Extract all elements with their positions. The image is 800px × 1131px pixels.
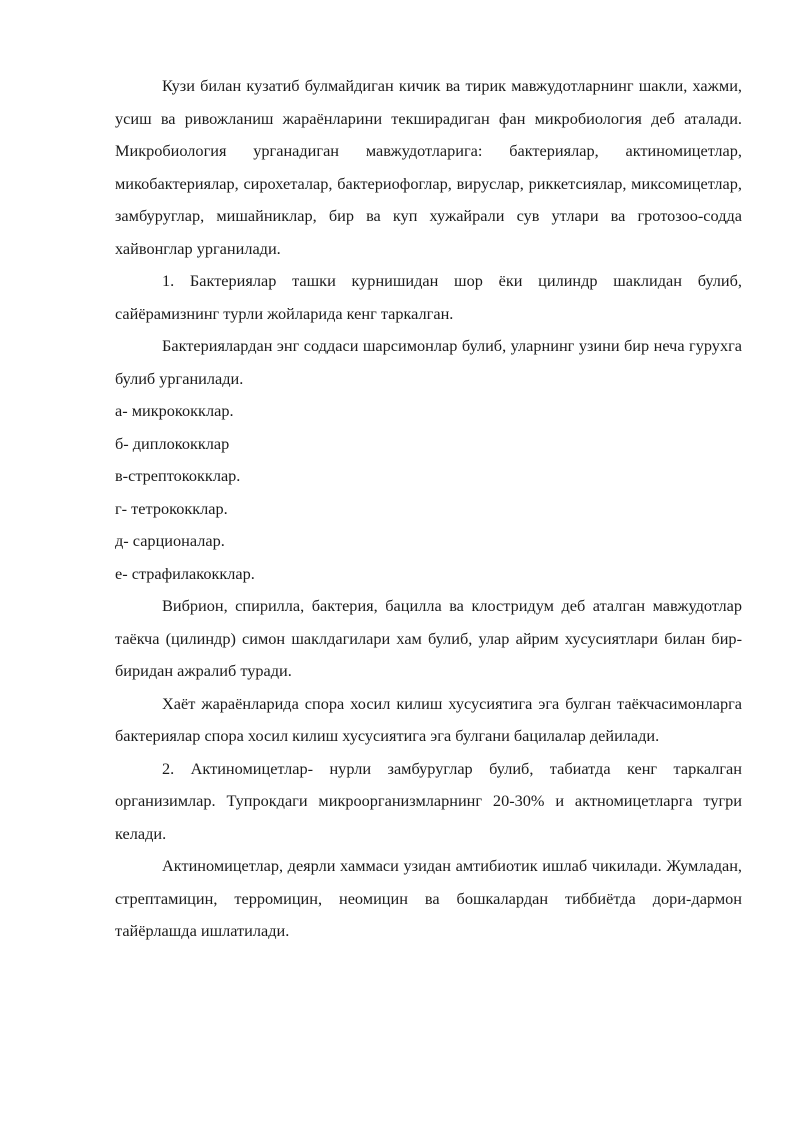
list-item-staphylococci: е- страфилакокклар.: [115, 563, 255, 583]
list-item-sarcinae: д- сарционалар.: [115, 531, 225, 550]
list-item-diplococci: б- диплококклар: [115, 433, 230, 453]
list-item-tetracocci: г- тетрококклар.: [115, 498, 228, 518]
paragraph-rods: Вибрион, спирилла, бактерия, бацилла ва клостридум деб аталган мавжудотлар таёкча (цилиндр) симон шаклдагилари хам булиб, улар айрим хусусиятлари билан бир-биридан ажралиб туради.: [115, 596, 742, 680]
paragraph-intro: Кузи билан кузатиб булмайдиган кичик ва тирик мавжудотларнинг шакли, хажми, усиш ва ривожланиш жараёнларини текширадиган фан микробиология деб аталади. Микробиология урганадиган мавжудотларига: бактериялар, актиномицетлар, микобактериялар, сирохеталар, бактериофоглар, вируслар, риккетсиялар, миксомицетлар, замбуруглар, мишайниклар, бир ва куп хужайрали сув утлари ва гротозоо-содда хайвонглар урганилади.: [115, 76, 742, 258]
list-item-micrococci: а- микрококклар.: [115, 401, 234, 420]
list-item-streptococci: в-стрептококклар.: [115, 466, 241, 485]
paragraph-spores: Хаёт жараёнларида спора хосил килиш хусусиятига эга булган таёкчасимонларга бактериялар спора хосил килиш хусусиятига эга булгани бацилалар дейилади.: [115, 693, 742, 745]
paragraph-antibiotics: Актиномицетлар, деярли хаммаси узидан амтибиотик ишлаб чикилади. Жумладан, стрептамицин, терромицин, неомицин ва бошкалардан тиббиётда дори-дармон тайёрлашда ишлатилади.: [115, 856, 742, 940]
paragraph-cocci: Бактериялардан энг соддаси шарсимонлар булиб, уларнинг узини бир неча гурухга булиб урганилади.: [115, 336, 742, 388]
paragraph-actinomycetes: 2. Актиномицетлар- нурли замбуруглар булиб, табиатда кенг таркалган организимлар. Тупрокдаги микроорганизмларнинг 20-30% и актномицетларга тугри келади.: [115, 758, 742, 843]
paragraph-bacteria: 1. Бактериялар ташки курнишидан шор ёки цилиндр шаклидан булиб, сайёрамизнинг турли жойларида кенг таркалган.: [115, 271, 742, 323]
document-page: [115, 70, 742, 948]
